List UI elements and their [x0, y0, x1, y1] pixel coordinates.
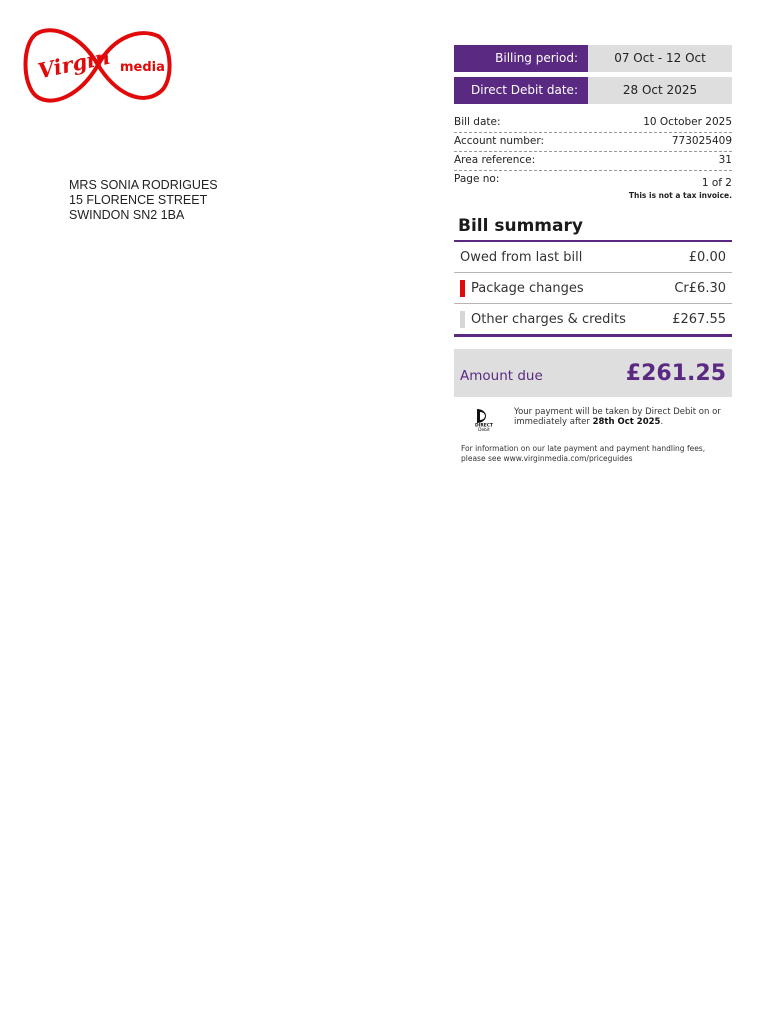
amount-due-box	[454, 349, 732, 397]
summary-row-package-changes	[454, 273, 732, 304]
account-number-value: 773025409	[671, 135, 732, 147]
area-reference-label: Area reference:	[454, 154, 536, 166]
summary-label-other: Other charges & credits	[471, 311, 626, 327]
svg-text:Debit: Debit	[478, 427, 490, 431]
red-marker-icon	[460, 280, 465, 297]
bill-date-row	[454, 114, 732, 133]
brand-script: Virgin	[35, 43, 113, 84]
summary-value-package: Cr£6.30	[674, 280, 726, 296]
bill-panel	[454, 45, 732, 464]
recipient-name: MRS SONIA RODRIGUES	[69, 178, 218, 192]
direct-debit-row	[454, 77, 732, 104]
svg-text:DIRECT: DIRECT	[475, 423, 493, 429]
summary-label-owed: Owed from last bill	[460, 249, 583, 265]
summary-value-owed: £0.00	[688, 249, 726, 265]
direct-debit-label: Direct Debit date:	[454, 77, 588, 104]
payment-fees-footnote: For information on our late payment and payment handling fees, please see www.virginmedia.com/priceguides	[461, 444, 706, 463]
bill-summary-title: Bill summary	[454, 216, 732, 242]
recipient-city: SWINDON SN2 1BA	[69, 208, 185, 222]
area-reference-row	[454, 152, 732, 171]
summary-label-package: Package changes	[471, 280, 584, 296]
account-number-label: Account number:	[454, 135, 545, 147]
billing-period-label: Billing period:	[454, 45, 588, 72]
brand-sub: media	[120, 60, 165, 75]
virgin-media-logo	[22, 22, 174, 108]
grey-marker-icon	[460, 311, 465, 328]
recipient-street: 15 FLORENCE STREET	[69, 193, 208, 207]
direct-debit-text: Your payment will be taken by Direct Debit on or immediately after 28th Oct 2025.	[514, 407, 721, 427]
summary-row-owed	[454, 242, 732, 273]
page-number-row	[454, 171, 732, 191]
direct-debit-logo-icon	[454, 407, 514, 431]
account-number-row	[454, 133, 732, 152]
page-number-value: 1 of 2	[701, 177, 732, 189]
area-reference-value: 31	[718, 154, 732, 166]
summary-row-other-charges	[454, 304, 732, 337]
recipient-address	[69, 178, 218, 223]
direct-debit-value: 28 Oct 2025	[588, 77, 732, 104]
direct-debit-notice	[454, 407, 732, 431]
billing-period-value: 07 Oct - 12 Oct	[588, 45, 732, 72]
billing-period-row	[454, 45, 732, 72]
summary-value-other: £267.55	[672, 311, 726, 327]
tax-invoice-note: This is not a tax invoice.	[628, 191, 732, 200]
bill-meta	[454, 114, 732, 200]
amount-due-label: Amount due	[460, 368, 543, 384]
bill-date-value: 10 October 2025	[643, 116, 732, 128]
bill-date-label: Bill date:	[454, 116, 501, 128]
direct-debit-date-bold: 28th Oct 2025	[592, 417, 661, 427]
page-number-label: Page no:	[454, 173, 500, 185]
amount-due-value: £261.25	[625, 360, 726, 386]
